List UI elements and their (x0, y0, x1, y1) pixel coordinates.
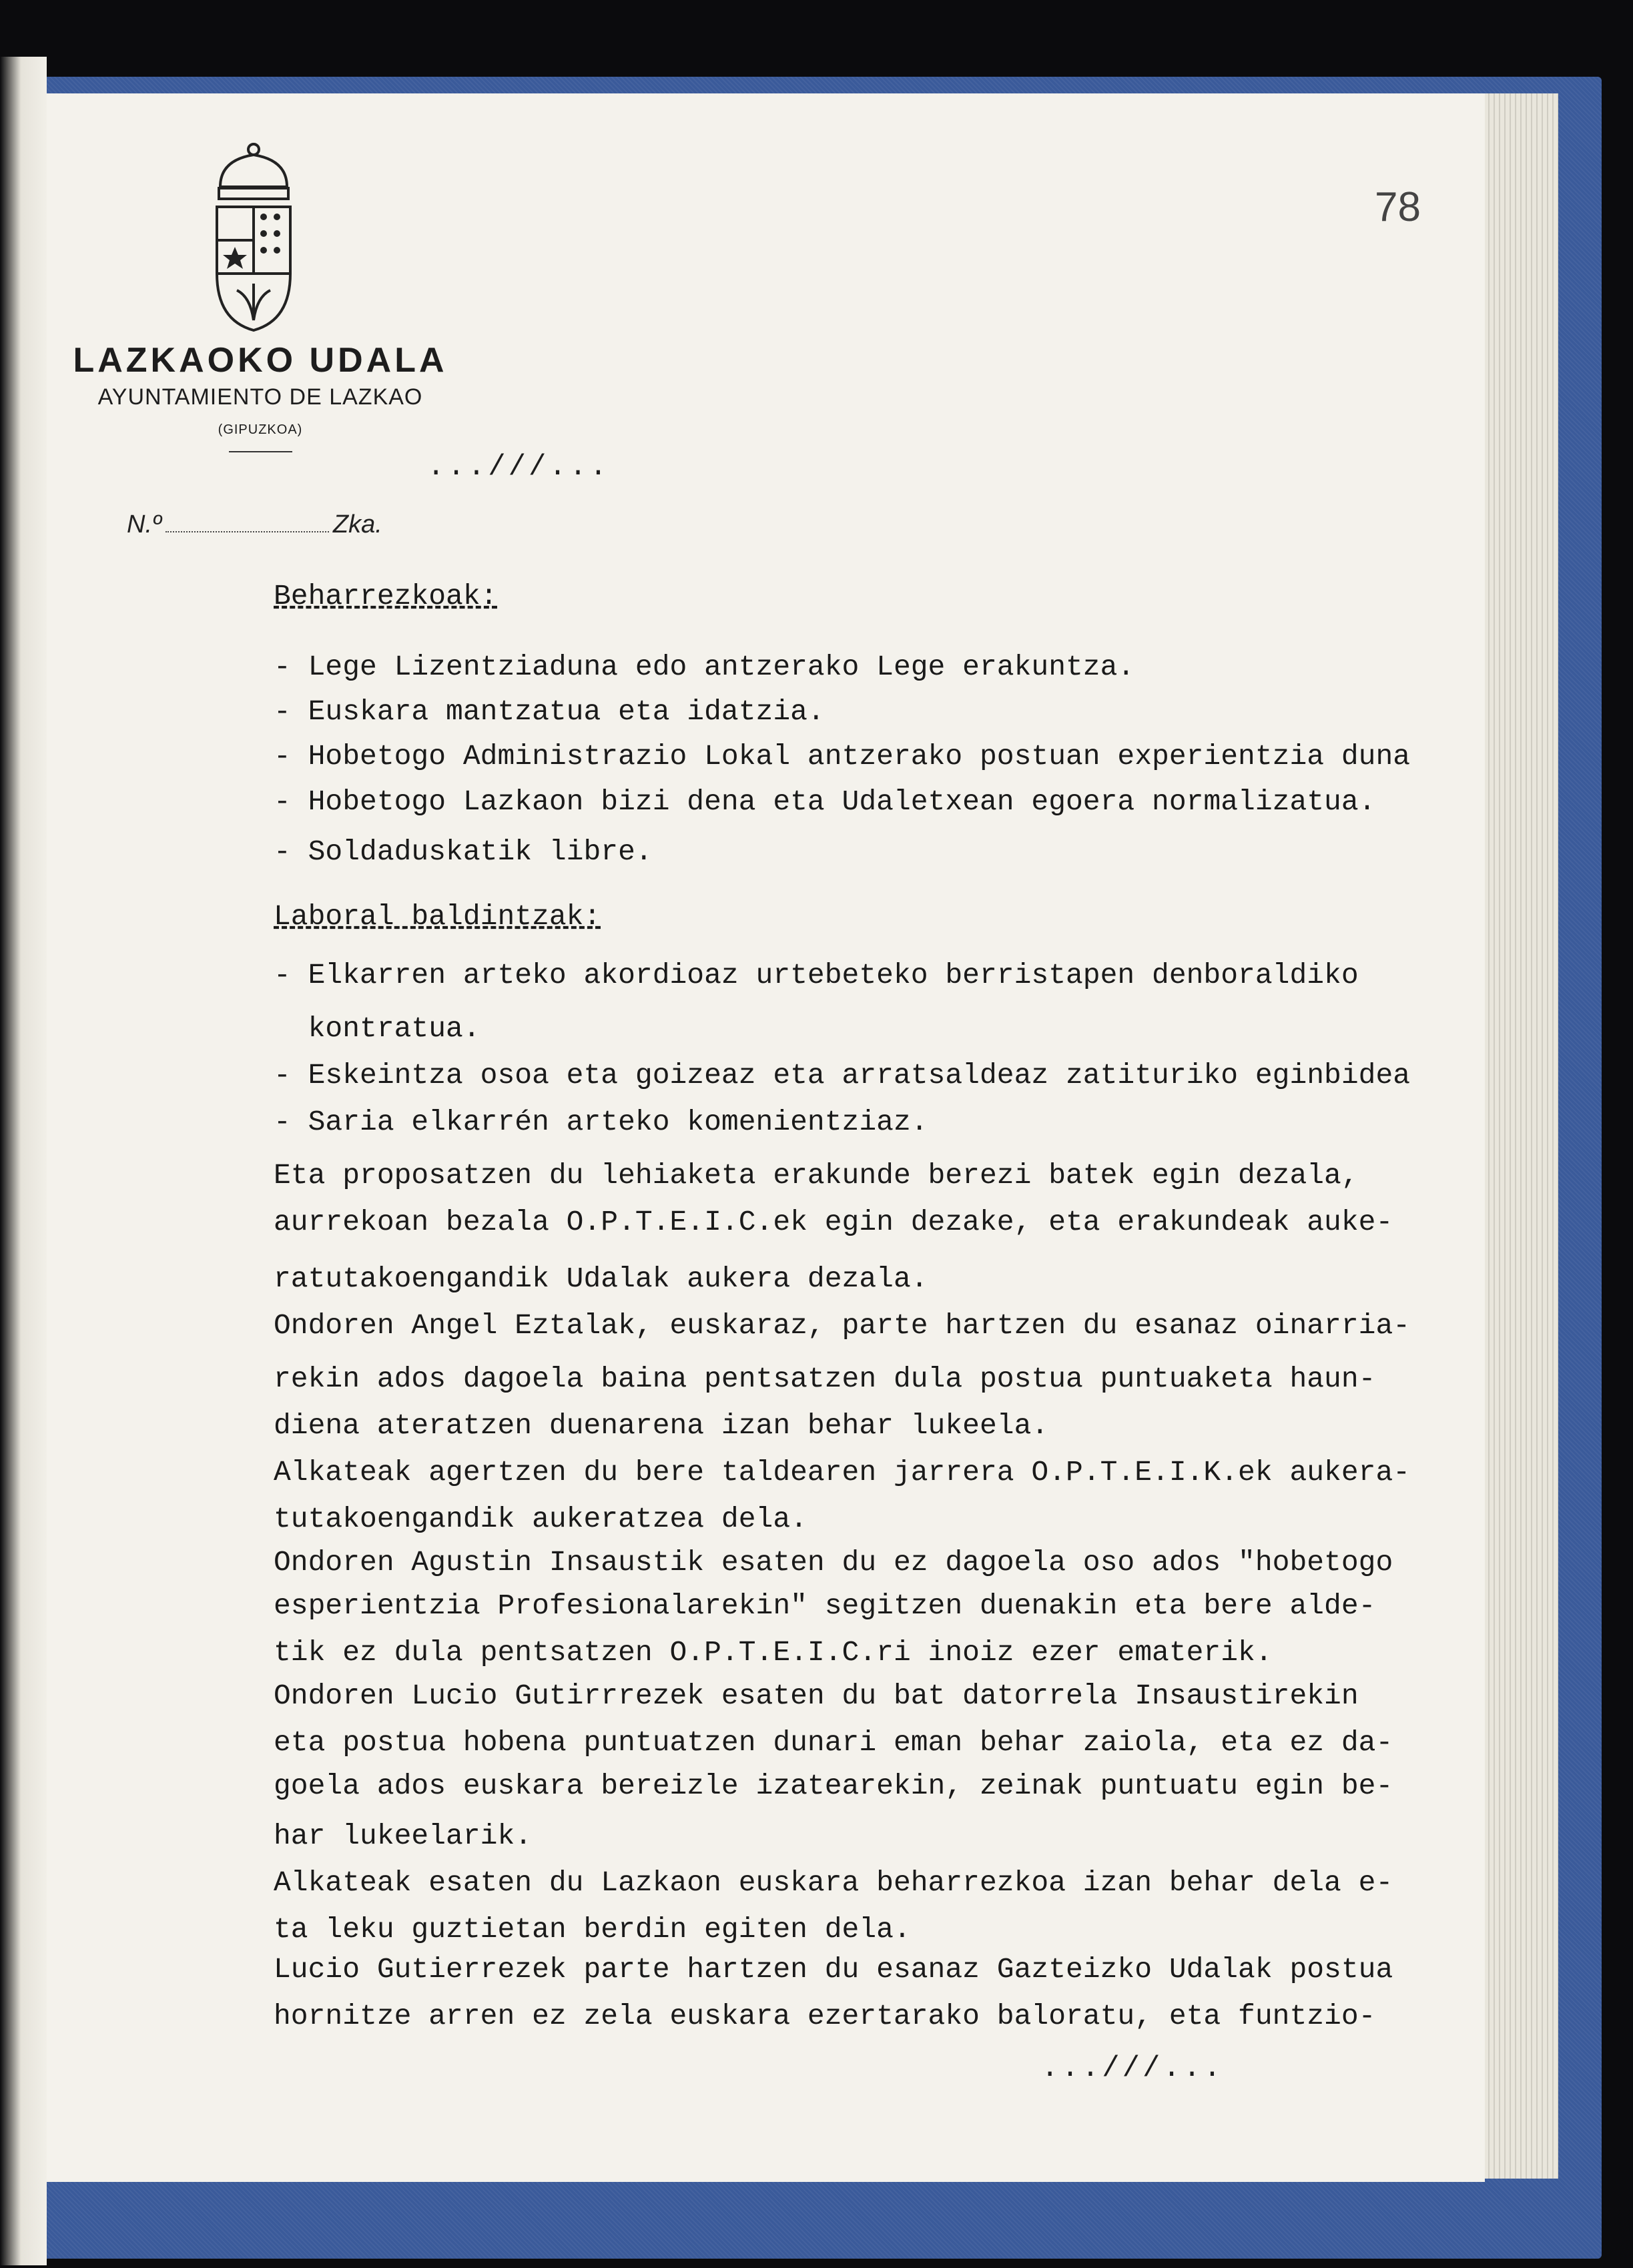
body-line: eta postua hobena puntuatzen dunari eman behar zaiola, eta ez da- (274, 1726, 1393, 1759)
body-line: diena ateratzen duenarena izan behar lukeela. (274, 1409, 1049, 1442)
body-line: Ondoren Agustin Insaustik esaten du ez dagoela oso ados "hobetogo (274, 1546, 1393, 1579)
requirement-item: - Hobetogo Administrazio Lokal antzerako postuan experientzia duna (274, 740, 1411, 773)
condition-item: - Eskeintza osoa eta goizeaz eta arratsaldeaz zatituriko eginbidea (274, 1059, 1411, 1092)
body-line: Lucio Gutierrezek parte hartzen du esanaz Gazteizko Udalak postua (274, 1953, 1393, 1986)
requirement-item: - Lege Lizentziaduna edo antzerako Lege erakuntza. (274, 651, 1135, 683)
body-line: goela ados euskara bereizle izatearekin, zeinak puntuatu egin be- (274, 1770, 1393, 1802)
body-line: tutakoengandik aukeratzea dela. (274, 1503, 807, 1535)
continuation-mark-top: ...///... (427, 450, 610, 484)
letterhead-province: (GIPUZKOA) (218, 422, 303, 437)
number-suffix: Zka. (332, 510, 382, 538)
conditions-heading: Laboral baldintzak: (274, 900, 601, 933)
condition-item: kontratua. (274, 1012, 480, 1045)
body-line: tik ez dula pentsatzen O.P.T.E.I.C.ri inoiz ezer ematerik. (274, 1636, 1273, 1669)
requirement-item: - Soldaduskatik libre. (274, 835, 653, 868)
condition-item: - Saria elkarrén arteko komenientziaz. (274, 1106, 928, 1138)
body-line: aurrekoan bezala O.P.T.E.I.C.ek egin dezake, eta erakundeak auke- (274, 1206, 1393, 1238)
requirements-heading: Beharrezkoak: (274, 580, 498, 613)
body-line: Ondoren Angel Eztalak, euskaraz, parte hartzen du esanaz oinarria- (274, 1309, 1411, 1342)
letterhead-divider (229, 451, 292, 452)
body-line: ta leku guztietan berdin egiten dela. (274, 1913, 911, 1946)
letterhead (67, 340, 454, 452)
letterhead-subtitle: AYUNTAMIENTO DE LAZKAO (97, 384, 423, 410)
body-line: Alkateak agertzen du bere taldearen jarrera O.P.T.E.I.K.ek aukera- (274, 1456, 1411, 1489)
body-line: Ondoren Lucio Gutirrrezek esaten du bat datorrela Insaustirekin (274, 1679, 1359, 1712)
reference-number-line (127, 510, 382, 539)
requirement-item: - Euskara mantzatua eta idatzia. (274, 695, 825, 728)
requirement-item: - Hobetogo Lazkaon bizi dena eta Udaletxean egoera normalizatua. (274, 785, 1376, 818)
coat-of-arms-icon (207, 140, 300, 334)
continuation-mark-bottom: ...///... (1041, 2052, 1224, 2085)
body-line: ratutakoengandik Udalak aukera dezala. (274, 1262, 928, 1295)
body-line: Alkateak esaten du Lazkaon euskara beharrezkoa izan behar dela e- (274, 1866, 1393, 1899)
left-page-spine (0, 57, 47, 2265)
body-line: esperientzia Profesionalarekin" segitzen duenakin eta bere alde- (274, 1589, 1376, 1622)
body-line: rekin ados dagoela baina pentsatzen dula postua puntuaketa haun- (274, 1363, 1376, 1395)
page-number: 78 (1375, 184, 1421, 230)
body-line: hornitze arren ez zela euskara ezertarako baloratu, eta funtzio- (274, 2000, 1376, 2032)
body-line: Eta proposatzen du lehiaketa erakunde berezi batek egin dezala, (274, 1159, 1359, 1192)
body-line: har lukeelarik. (274, 1820, 533, 1852)
number-label: N.º (127, 510, 161, 538)
condition-item: - Elkarren arteko akordioaz urtebeteko berristapen denboraldiko (274, 959, 1359, 992)
number-blank (166, 531, 329, 532)
letterhead-title: LAZKAOKO UDALA (73, 341, 448, 380)
